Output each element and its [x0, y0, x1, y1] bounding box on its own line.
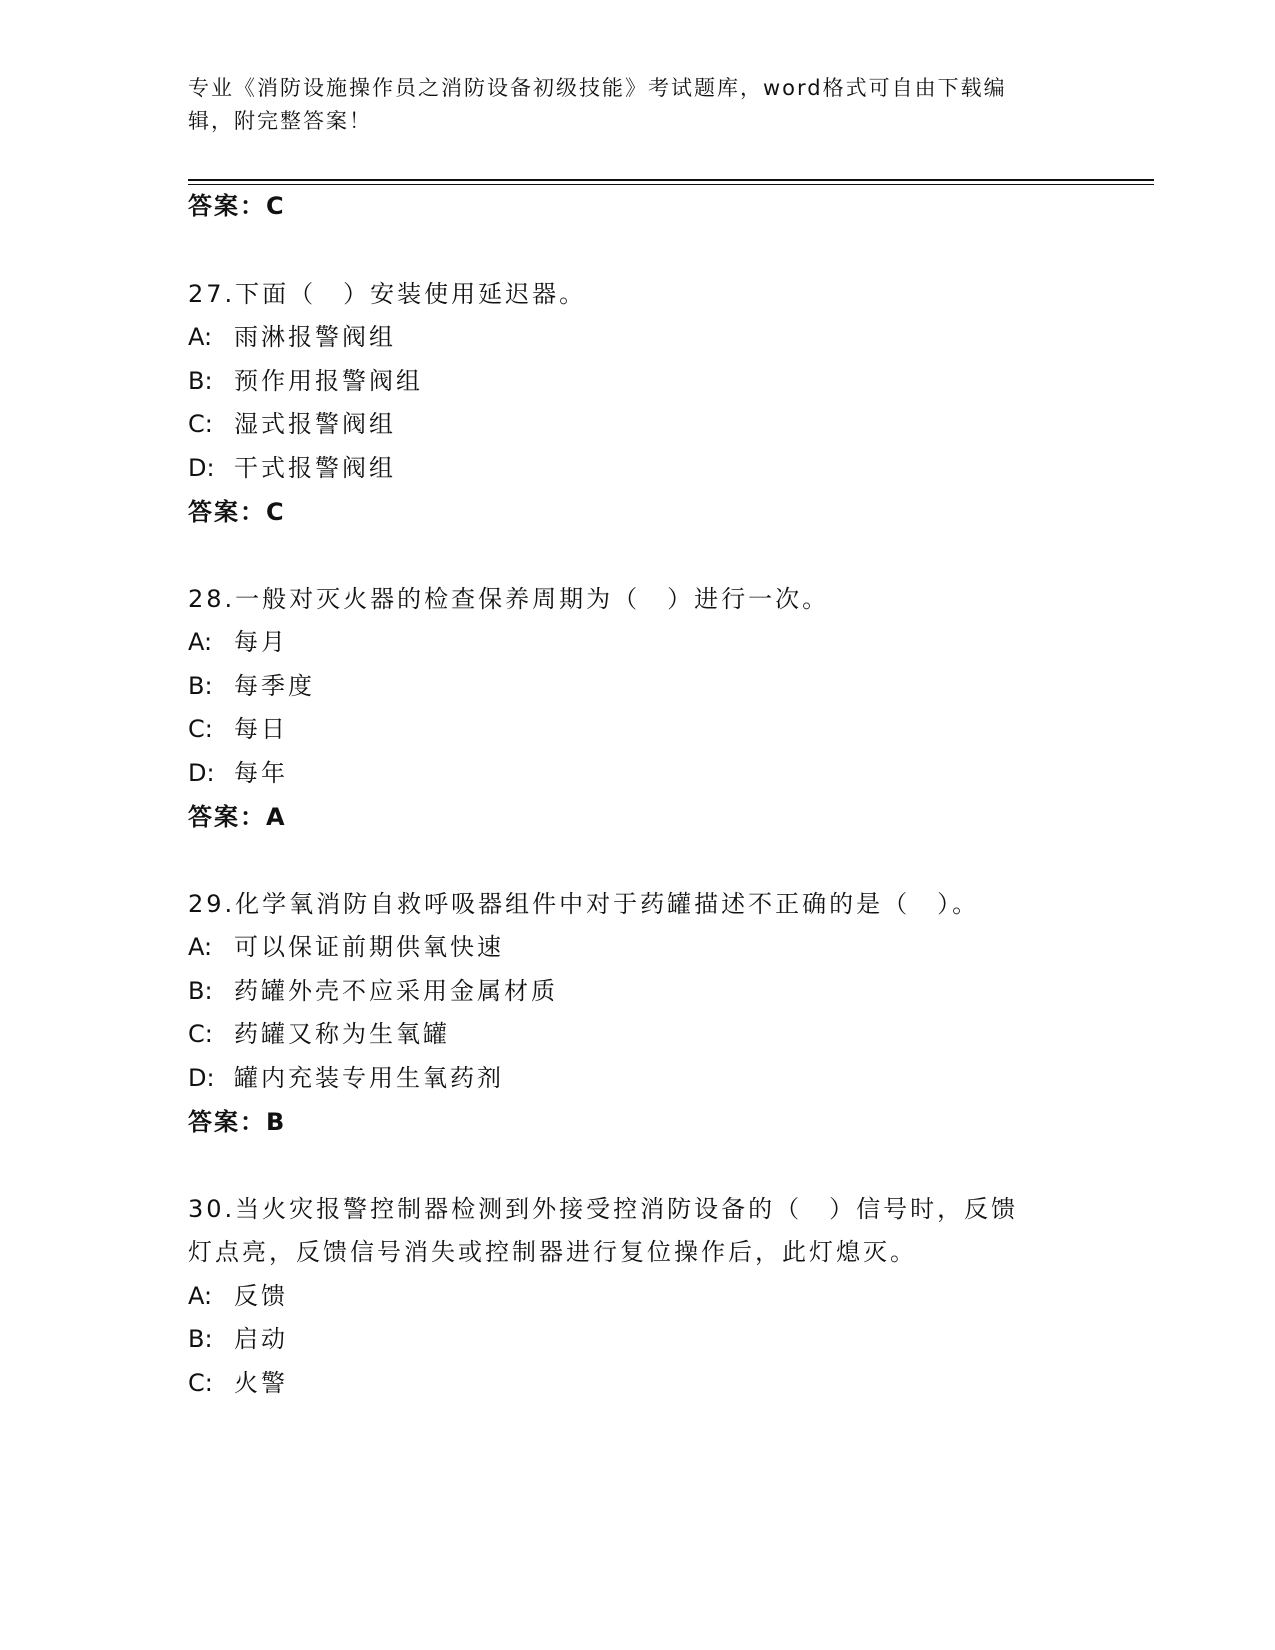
- option-text: 反馈: [234, 1282, 288, 1310]
- question-28-stem: 28.一般对灭火器的检查保养周期为（ ）进行一次。: [188, 585, 830, 613]
- question-27-option-a: [188, 322, 396, 352]
- option-letter: C:: [188, 715, 213, 743]
- option-text: 药罐又称为生氧罐: [234, 1020, 450, 1048]
- question-28-option-a: [188, 627, 288, 657]
- question-30-stem-line-2: 灯点亮，反馈信号消失或控制器进行复位操作后，此灯熄灭。: [188, 1238, 917, 1266]
- answer-29: 答案：B: [188, 1108, 287, 1136]
- option-text: 每日: [234, 715, 288, 743]
- option-text: 每年: [234, 759, 288, 787]
- option-letter: D:: [188, 759, 215, 787]
- option-letter: A:: [188, 933, 213, 961]
- question-29-option-b: [188, 976, 558, 1006]
- question-29-option-a: [188, 932, 504, 962]
- option-letter: B:: [188, 1325, 213, 1353]
- option-letter: D:: [188, 1064, 215, 1092]
- header-rule-thick: [188, 179, 1154, 181]
- question-28-option-b: [188, 671, 315, 701]
- question-29-option-c: [188, 1019, 450, 1049]
- option-letter: D:: [188, 454, 215, 482]
- option-text: 启动: [234, 1325, 288, 1353]
- question-27-option-b: [188, 366, 423, 396]
- option-letter: C:: [188, 1369, 213, 1397]
- option-text: 雨淋报警阀组: [234, 323, 396, 351]
- question-30-option-b: [188, 1324, 288, 1354]
- option-letter: A:: [188, 628, 213, 656]
- question-27-option-c: [188, 409, 396, 439]
- option-letter: B:: [188, 367, 213, 395]
- question-29-option-d: [188, 1063, 504, 1093]
- option-letter: A:: [188, 323, 213, 351]
- question-27-stem: 27.下面（ ）安装使用延迟器。: [188, 280, 587, 308]
- question-30-stem-line-1: 30.当火灾报警控制器检测到外接受控消防设备的（ ）信号时，反馈: [188, 1195, 1019, 1223]
- answer-26: 答案：C: [188, 192, 286, 220]
- question-28-option-d: [188, 758, 288, 788]
- answer-27: 答案：C: [188, 498, 286, 526]
- option-text: 可以保证前期供氧快速: [234, 933, 504, 961]
- option-text: 预作用报警阀组: [234, 367, 423, 395]
- option-letter: A:: [188, 1282, 213, 1310]
- option-letter: C:: [188, 1020, 213, 1048]
- question-27-option-d: [188, 453, 396, 483]
- option-text: 每季度: [234, 672, 315, 700]
- option-letter: B:: [188, 977, 213, 1005]
- option-text: 罐内充装专用生氧药剂: [234, 1064, 504, 1092]
- option-text: 药罐外壳不应采用金属材质: [234, 977, 558, 1005]
- answer-28: 答案：A: [188, 803, 287, 831]
- option-text: 干式报警阀组: [234, 454, 396, 482]
- header-rule-thin: [188, 184, 1154, 185]
- option-text: 每月: [234, 628, 288, 656]
- header-note-line-1: 专业《消防设施操作员之消防设备初级技能》考试题库，word格式可自由下载编: [188, 76, 1007, 100]
- option-letter: C:: [188, 410, 213, 438]
- option-text: 火警: [234, 1369, 288, 1397]
- question-30-option-a: [188, 1281, 288, 1311]
- header-note-line-2: 辑，附完整答案！: [188, 109, 372, 133]
- question-30-option-c: [188, 1368, 288, 1398]
- question-29-stem: 29.化学氧消防自救呼吸器组件中对于药罐描述不正确的是（ ）。: [188, 890, 980, 918]
- option-text: 湿式报警阀组: [234, 410, 396, 438]
- question-28-option-c: [188, 714, 288, 744]
- header-note: [188, 72, 1088, 138]
- option-letter: B:: [188, 672, 213, 700]
